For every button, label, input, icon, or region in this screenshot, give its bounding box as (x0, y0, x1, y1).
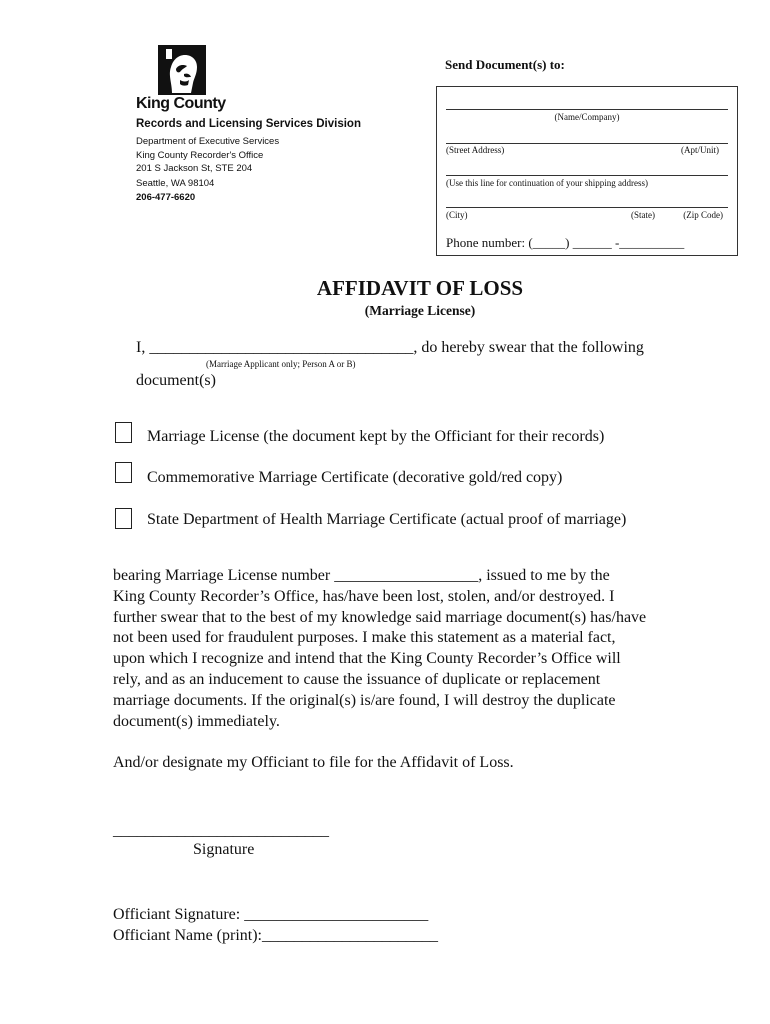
department-name: Department of Executive Services (136, 136, 280, 147)
oath-line: I, _________________________________, do hereby swear that the following (136, 339, 644, 356)
marriage-license-label: Marriage License (the document kept by the Officiant for their records) (147, 428, 605, 445)
division-name: Records and Licensing Services Division (136, 118, 361, 130)
officiant-name-field[interactable]: Officiant Name (print):______________________ (113, 927, 438, 944)
continuation-caption: (Use this line for continuation of your shipping address) (446, 178, 648, 188)
document-subtitle: (Marriage License) (364, 303, 476, 318)
send-to-label: Send Document(s) to: (445, 57, 565, 72)
phone-number-field[interactable]: Phone number: (_____) ______ -__________ (446, 235, 685, 250)
signature-line[interactable]: ___________________________ (113, 822, 329, 839)
city-line[interactable] (446, 207, 728, 208)
affidavit-statement (113, 566, 713, 732)
statement-line: marriage documents. If the original(s) is/are found, I will destroy the duplicate (113, 691, 616, 709)
continuation-line[interactable] (446, 175, 728, 176)
commemorative-certificate-label: Commemorative Marriage Certificate (decorative gold/red copy) (147, 469, 563, 486)
applicant-caption: (Marriage Applicant only; Person A or B) (206, 359, 356, 369)
street-caption: (Street Address) (446, 145, 505, 155)
county-name: King County (136, 95, 226, 112)
statement-line: not been used for fraudulent purposes. I make this statement as a material fact, (113, 629, 616, 647)
marriage-license-checkbox[interactable] (115, 422, 132, 443)
king-county-logo-icon (158, 45, 206, 95)
name-line[interactable] (446, 109, 728, 110)
oath-documents: document(s) (136, 372, 216, 389)
officiant-designation: And/or designate my Officiant to file for the Affidavit of Loss. (113, 754, 514, 771)
state-caption: (State) (631, 210, 655, 220)
statement-line: bearing Marriage License number __________________, issued to me by the (113, 567, 610, 584)
city-caption: (City) (446, 210, 468, 220)
shipping-address-box (436, 86, 738, 256)
office-street: 201 S Jackson St, STE 204 (136, 163, 253, 174)
apt-caption: (Apt/Unit) (681, 145, 719, 155)
officiant-signature-field[interactable]: Officiant Signature: _______________________ (113, 906, 429, 923)
statement-line: rely, and as an inducement to cause the issuance of duplicate or replacement (113, 670, 601, 688)
zip-caption: (Zip Code) (683, 210, 723, 220)
document-title: AFFIDAVIT OF LOSS (316, 276, 524, 300)
king-county-logo (158, 45, 206, 95)
signature-label: Signature (193, 841, 255, 858)
street-line[interactable] (446, 143, 728, 144)
commemorative-certificate-checkbox[interactable] (115, 462, 132, 483)
state-certificate-label: State Department of Health Marriage Certificate (actual proof of marriage) (147, 511, 627, 528)
state-certificate-checkbox[interactable] (115, 508, 132, 529)
office-city: Seattle, WA 98104 (136, 178, 215, 189)
statement-line: King County Recorder’s Office, has/have been lost, stolen, and/or destroyed. I (113, 587, 615, 605)
statement-line: further swear that to the best of my knowledge said marriage document(s) has/have (113, 608, 647, 626)
statement-line: document(s) immediately. (113, 712, 280, 730)
office-phone: 206-477-6620 (136, 192, 196, 203)
office-name: King County Recorder's Office (136, 150, 264, 161)
name-caption: (Name/Company) (554, 112, 620, 122)
statement-line: upon which I recognize and intend that the King County Recorder’s Office will (113, 650, 621, 668)
